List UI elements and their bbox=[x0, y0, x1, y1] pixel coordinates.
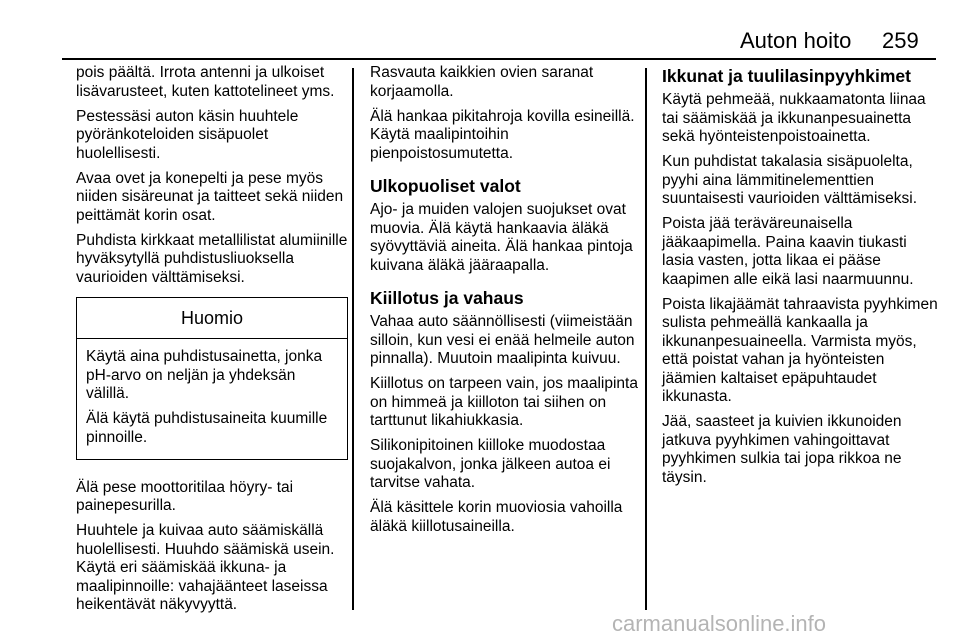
paragraph: Älä käsittele korin muoviosia vahoilla äläkä kiillotusaineilla. bbox=[370, 499, 623, 535]
column-1 bbox=[76, 64, 348, 621]
paragraph: Poista likajäämät tahraavista pyyhkimen sulista pehmeällä kankaalla ja ikkunanpesuaineella. Varmista myös, että poistat vahan ja hyönteisten jäämien kaltaiset epäpuhtaudet ikkunasta. bbox=[662, 295, 938, 405]
paragraph: Jää, saasteet ja kuivien ikkunoiden jatkuva pyyhkimen vahingoittavat pyyhkimen sulkia tai jopa rikkoa ne täysin. bbox=[662, 413, 902, 486]
page-number: 259 bbox=[882, 28, 919, 53]
notice-body bbox=[77, 339, 347, 459]
paragraph: Silikonipitoinen kiilloke muodostaa suojakalvon, jonka jälkeen autoa ei tarvitse vahata. bbox=[370, 437, 611, 491]
notice-paragraph: Käytä aina puhdistusainetta, jonka pH-arvo on neljän ja yhdeksän välillä. bbox=[86, 348, 323, 402]
paragraph: Älä hankaa pikitahroja kovilla esineillä. Käytä maalipintoihin pienpoistosumutetta. bbox=[370, 107, 635, 162]
column-divider-left bbox=[352, 68, 354, 610]
paragraph: Pestessäsi auton käsin huuhtele pyöränkoteloiden sisäpuolet huolellisesti. bbox=[76, 107, 299, 162]
column-3 bbox=[662, 64, 938, 494]
page-header-title: Auton hoito bbox=[740, 28, 852, 53]
section-heading-exterior-lights: Ulkopuoliset valot bbox=[370, 176, 521, 196]
header-rule bbox=[62, 58, 936, 60]
section-heading-windows: Ikkunat ja tuulilasinpyyhkimet bbox=[662, 66, 911, 86]
section-heading-polishing: Kiillotus ja vahaus bbox=[370, 288, 524, 308]
paragraph: Älä pese moottoritilaa höyry- tai painepesurilla. bbox=[76, 478, 294, 514]
watermark: carmanualsonline.info bbox=[612, 611, 827, 636]
notice-paragraph: Älä käytä puhdistusaineita kuumille pinnoille. bbox=[86, 410, 328, 446]
column-divider-right bbox=[645, 68, 647, 610]
paragraph: Kun puhdistat takalasia sisäpuolelta, pyyhi aina lämmitinelementtien suuntaisesti vaurioiden välttämiseksi. bbox=[662, 153, 918, 207]
notice-box bbox=[76, 297, 348, 460]
paragraph: Vahaa auto säännöllisesti (viimeistään silloin, kun vesi ei enää helmeile auton pinnalla). Muutoin maalipinta kuivuu. bbox=[370, 313, 635, 367]
notice-title: Huomio bbox=[77, 298, 347, 339]
paragraph: Rasvauta kaikkien ovien saranat korjaamolla. bbox=[370, 64, 594, 100]
paragraph: Ajo- ja muiden valojen suojukset ovat muovia. Älä käytä hankaavia äläkä syövyttäviä aineita. Älä hankaa pintoja kuivana äläkä jääraapalla. bbox=[370, 201, 633, 274]
paragraph: Poista jää teräväreunaisella jääkaapimella. Paina kaavin tiukasti lasia vasten, jotta likaa ei pääse kaapimen alle eikä lasi naarmuunnu. bbox=[662, 215, 914, 288]
column-2 bbox=[370, 64, 640, 543]
paragraph: Huuhtele ja kuivaa auto säämiskällä huolellisesti. Huuhdo säämiskä usein. Käytä eri säämiskää ikkuna- ja maalipinnoille: vahajäänteet laseissa heikentävät näkyvyyttä. bbox=[76, 522, 335, 613]
paragraph: Käytä pehmeää, nukkaamatonta liinaa tai säämiskää ja ikkunanpesuainetta sekä hyönteistenpoistoainetta. bbox=[662, 91, 926, 145]
paragraph: Kiillotus on tarpeen vain, jos maalipinta on himmeä ja kiilloton tai siihen on tarttunut likahiukkasia. bbox=[370, 375, 638, 429]
paragraph: Puhdista kirkkaat metallilistat alumiinille hyväksytyllä puhdistusliuoksella vaurioiden välttämiseksi. bbox=[76, 231, 348, 286]
paragraph: pois päältä. Irrota antenni ja ulkoiset lisävarusteet, kuten kattotelineet yms. bbox=[76, 64, 335, 100]
paragraph: Avaa ovet ja konepelti ja pese myös niiden sisäreunat ja taitteet sekä niiden peittämät korin osat. bbox=[76, 169, 344, 224]
